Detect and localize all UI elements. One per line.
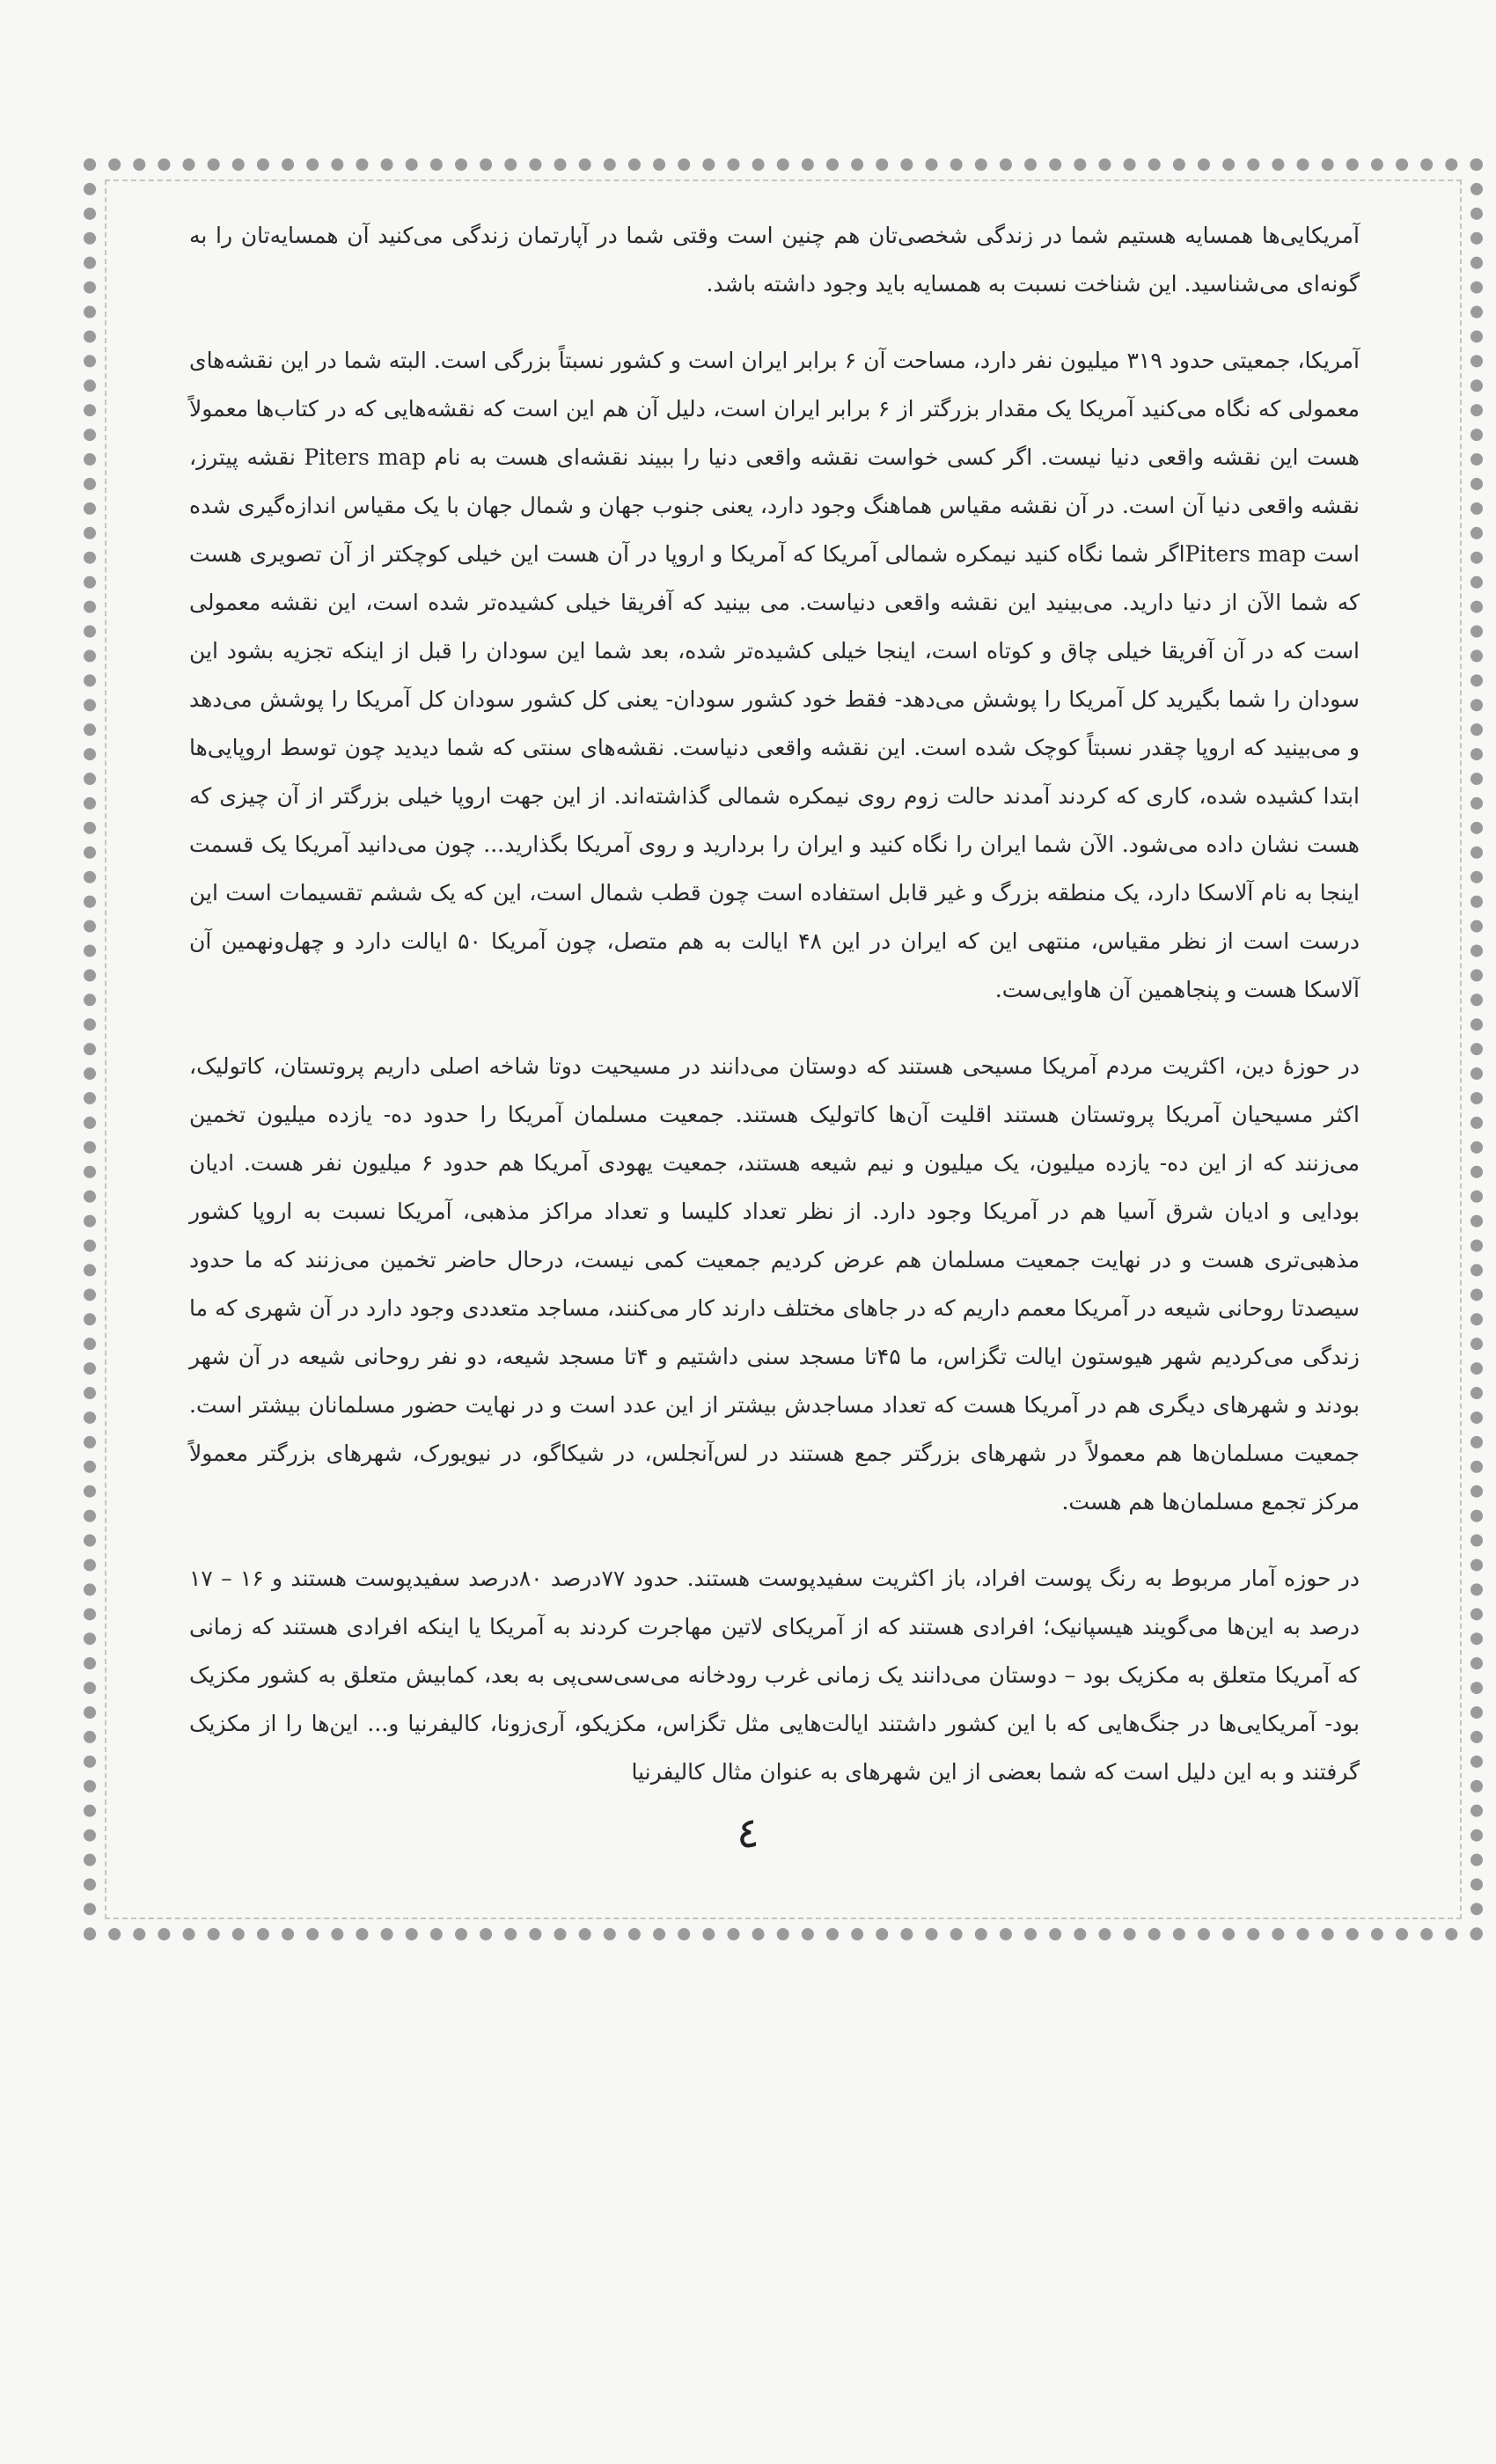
paragraph-religion: در حوزهٔ دین، اکثریت مردم آمریکا مسیحی هستند که دوستان می‌دانند در مسیحیت دوتا شاخه اصلی داریم پروتستان، کاتولیک، اکثر مسیحیان آمریکا پروتستان هستند اقلیت آن‌ها کاتولیک هستند. جمعیت مسلمان آمریکا را حدود ده- یازده میلیون تخمین می‌زنند که از این ده- یازده میلیون، یک میلیون و نیم شیعه هستند، جمعیت یهودی آمریکا هم حدود ۶ میلیون نفر هست. ادیان بودایی و ادیان شرق آسیا هم در آمریکا وجود دارد. از نظر تعداد کلیسا و تعداد مراکز مذهبی، آمریکا نسبت به اروپا کشور مذهبی‌تری هست و در نهایت جمعیت مسلمان هم عرض کردیم جمعیت کمی نیست، درحال حاضر تخمین می‌زنند که ما حدود سیصدتا روحانی شیعه در آمریکا معمم داریم که در جاهای مختلف دارند کار می‌کنند، مساجد متعددی وجود دارد در آن شهری که ما زندگی می‌کردیم شهر هیوستون ایالت تگزاس، ما ۴۵تا مسجد سنی داشتیم و ۴تا مسجد شیعه، دو نفر روحانی شیعه در آن شهر بودند و شهرهای دیگری هم در آمریکا هست که تعداد مساجدش بیشتر از این عدد است و در نهایت حضور مسلمانان بیشتر است. جمعیت مسلمان‌ها هم معمولاً در شهرهای بزرگتر جمع هستند در لس‌آنجلس، در شیکاگو، در نیویورک، شهرهای بزرگتر معمولاً مرکز تجمع مسلمان‌ها هم هست. <box>189 1053 1360 1514</box>
paragraph-intro: آمریکایی‌ها همسایه هستیم شما در زندگی شخصی‌تان هم چنین است وقتی شما در آپارتمان زندگی می‌کنید آن همسایه‌تان را به گونه‌ای می‌شناسید. این شناخت نسبت به همسایه باید وجود داشته باشد. <box>189 223 1360 297</box>
paragraph-demographics: در حوزه آمار مربوط به رنگ پوست افراد، باز اکثریت سفیدپوست هستند. حدود ۷۷درصد ۸۰درصد سفیدپوست هستند و ۱۶ – ۱۷ درصد به این‌ها می‌گویند هیسپانیک؛ افرادی هستند که از آمریکای لاتین مهاجرت کردند به آمریکا یا اینکه افرادی هستند که زمانی که آمریکا متعلق به مکزیک بود – دوستان می‌دانند یک زمانی غرب رودخانه می‌سی‌سی‌پی به بعد، کمابیش متعلق به کشور مکزیک بود- آمریکایی‌ها در جنگ‌هایی که با این کشور داشتند ایالت‌هایی مثل تگزاس، مکزیکو، آری‌زونا، کالیفرنیا و... این‌ها را از مکزیک گرفتند و به این دلیل است که شما بعضی از این شهرهای به عنوان مثال کالیفرنیا <box>189 1566 1360 1785</box>
page-body <box>189 211 1360 1824</box>
paragraph-geography: آمریکا، جمعیتی حدود ۳۱۹ میلیون نفر دارد، مساحت آن ۶ برابر ایران است و کشور نسبتاً بزرگی است. البته شما در این نقشه‌های معمولی که نگاه می‌کنید آمریکا یک مقدار بزرگتر از ۶ برابر ایران است، دلیل آن هم این است که نقشه‌هایی که در کتاب‌ها معمولاً هست این نقشه واقعی دنیا نیست. اگر کسی خواست نقشه واقعی دنیا را ببیند نقشه‌ای هست به نام Piters map نقشه پیترز، نقشه واقعی دنیا آن است. در آن نقشه مقیاس هماهنگ وجود دارد، یعنی جنوب جهان و شمال جهان با یک مقیاس اندازه‌گیری شده است Piters mapاگر شما نگاه کنید نیمکره شمالی آمریکا که آمریکا و اروپا در آن هست این خیلی کوچکتر از آن تصویری هست که شما الآن از دنیا دارید. می‌بینید این نقشه واقعی دنیاست. می بینید که آفریقا خیلی کشیده‌تر شده است، این نقشه معمولی است که در آن آفریقا خیلی چاق و کوتاه است، اینجا خیلی کشیده‌تر شده، بعد شما این سودان را قبل از اینکه تجزیه بشود این سودان را شما بگیرید کل آمریکا را پوشش می‌دهد- فقط خود کشور سودان- یعنی کل کشور سودان کل آمریکا را پوشش می‌دهد و می‌بینید که اروپا چقدر نسبتاً کوچک شده است. این نقشه واقعی دنیاست. نقشه‌های سنتی که شما دیدید چون توسط اروپایی‌ها ابتدا کشیده شده، کاری که کردند آمدند حالت زوم روی نیمکره شمالی گذاشته‌اند. از این جهت اروپا خیلی بزرگتر از آن چیزی که هست نشان داده می‌شود. الآن شما ایران را نگاه کنید و ایران را بردارید و روی آمریکا بگذارید... چون می‌دانید آمریکا یک قسمت اینجا به نام آلاسکا دارد، یک منطقه بزرگ و غیر قابل استفاده است چون قطب شمال است، این که یک ششم تقسیمات است این درست است از نظر مقیاس، منتهی این که ایران در این ۴۸ ایالت به هم متصل، چون آمریکا ۵۰ ایالت دارد و چهل‌ونهمین آن آلاسکا هست و پنجاهمین آن هاوایی‌ست. <box>189 348 1360 1002</box>
page-number: ٤ <box>737 1808 759 1858</box>
